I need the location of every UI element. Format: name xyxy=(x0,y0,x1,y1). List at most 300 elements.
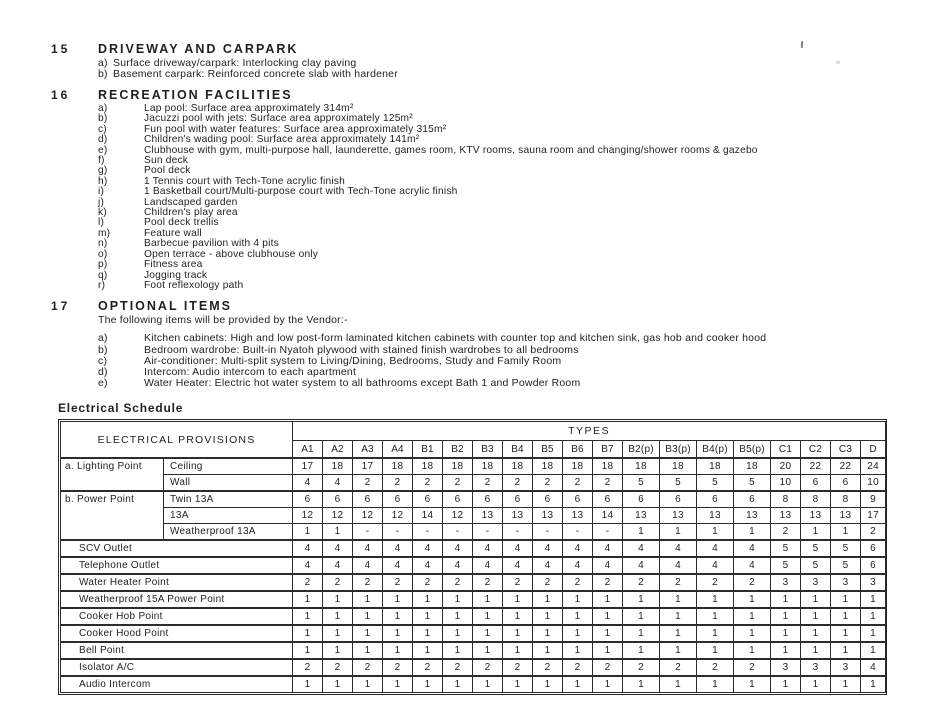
list-item-text: Basement carpark: Reinforced concrete slab with hardener xyxy=(113,68,398,80)
list-item-text: Sun deck xyxy=(144,155,189,167)
value-cell: 18 xyxy=(593,458,623,475)
table-body xyxy=(61,458,886,693)
value-cell: 2 xyxy=(293,659,323,676)
type-column-a1: A1 xyxy=(293,441,323,459)
row-label: Weatherproof 15A Power Point xyxy=(61,591,293,608)
value-cell: 1 xyxy=(801,608,831,625)
value-cell: 2 xyxy=(697,574,734,591)
value-cell: - xyxy=(353,524,383,541)
value-cell: 18 xyxy=(473,458,503,475)
value-cell: 1 xyxy=(801,676,831,693)
row-label: Wall xyxy=(164,475,293,492)
value-cell: 1 xyxy=(563,642,593,659)
value-cell: 3 xyxy=(771,574,801,591)
value-cell: - xyxy=(443,524,473,541)
value-cell: 1 xyxy=(771,676,801,693)
value-cell: 4 xyxy=(533,540,563,557)
value-cell: 1 xyxy=(771,642,801,659)
list-item-label: a) xyxy=(98,103,108,114)
value-cell: 1 xyxy=(533,625,563,642)
value-cell: 13 xyxy=(734,508,771,524)
value-cell: 1 xyxy=(563,676,593,693)
row-label: 13A xyxy=(164,508,293,524)
value-cell: 2 xyxy=(593,659,623,676)
value-cell: 5 xyxy=(697,475,734,492)
list-item-label: g) xyxy=(98,165,108,177)
value-cell: 4 xyxy=(861,659,886,676)
value-cell: 20 xyxy=(771,458,801,475)
value-cell: 12 xyxy=(443,508,473,524)
value-cell: 1 xyxy=(353,625,383,642)
value-cell: 1 xyxy=(697,608,734,625)
value-cell: 5 xyxy=(623,475,660,492)
value-cell: 1 xyxy=(563,625,593,642)
section-heading xyxy=(51,88,889,102)
value-cell: 2 xyxy=(443,659,473,676)
value-cell: 1 xyxy=(473,608,503,625)
value-cell: 2 xyxy=(353,659,383,676)
row-label: Twin 13A xyxy=(164,491,293,508)
type-column-b6: B6 xyxy=(563,441,593,459)
value-cell: 1 xyxy=(801,524,831,541)
value-cell: 1 xyxy=(593,676,623,693)
list-item-text: Clubhouse with gym, multi-purpose hall, launderette, games room, KTV rooms, sauna room and changing/shower rooms & gazebo xyxy=(144,144,758,156)
list-item-text: Air-conditioner: Multi-split system to Living/Dining, Bedrooms, Study and Family Room xyxy=(144,354,562,367)
value-cell: 13 xyxy=(533,508,563,524)
value-cell: 4 xyxy=(323,540,353,557)
value-cell: 4 xyxy=(697,557,734,574)
value-cell: - xyxy=(413,524,443,541)
value-cell: - xyxy=(533,524,563,541)
value-cell: 1 xyxy=(503,608,533,625)
row-water-heater-point xyxy=(61,574,886,591)
value-cell: 1 xyxy=(383,591,413,608)
value-cell: 18 xyxy=(323,458,353,475)
table-head xyxy=(61,422,886,459)
value-cell: 1 xyxy=(660,642,697,659)
type-column-b3-p: B3(p) xyxy=(660,441,697,459)
value-cell: 6 xyxy=(801,475,831,492)
row-bell-point xyxy=(61,642,886,659)
value-cell: 1 xyxy=(473,676,503,693)
value-cell: 2 xyxy=(734,659,771,676)
electrical-schedule-table xyxy=(60,421,886,693)
value-cell: 2 xyxy=(353,574,383,591)
value-cell: 1 xyxy=(593,591,623,608)
value-cell: 18 xyxy=(697,458,734,475)
value-cell: 2 xyxy=(473,574,503,591)
section-heading xyxy=(51,42,889,56)
row-label: Bell Point xyxy=(61,642,293,659)
value-cell: 1 xyxy=(623,642,660,659)
list-item-e xyxy=(98,378,889,389)
value-cell: 4 xyxy=(734,540,771,557)
value-cell: 1 xyxy=(831,642,861,659)
value-cell: 4 xyxy=(593,557,623,574)
section-15 xyxy=(51,42,889,80)
value-cell: 2 xyxy=(443,475,473,492)
value-cell: 6 xyxy=(660,491,697,508)
value-cell: 1 xyxy=(383,676,413,693)
list-item-text: Bedroom wardrobe: Built-in Nyatoh plywood with stained finish wardrobes to all bedrooms xyxy=(144,343,579,356)
value-cell: 1 xyxy=(353,676,383,693)
value-cell: 5 xyxy=(801,557,831,574)
value-cell: 12 xyxy=(293,508,323,524)
value-cell: 5 xyxy=(771,557,801,574)
value-cell: 3 xyxy=(861,574,886,591)
value-cell: 1 xyxy=(503,625,533,642)
value-cell: 1 xyxy=(413,642,443,659)
list-item-b xyxy=(98,69,889,80)
value-cell: 1 xyxy=(623,608,660,625)
value-cell: 2 xyxy=(323,659,353,676)
type-column-b7: B7 xyxy=(593,441,623,459)
value-cell: 2 xyxy=(473,475,503,492)
list-item-label: q) xyxy=(98,269,108,281)
list-item-label: c) xyxy=(98,354,108,367)
list-item-label: d) xyxy=(98,134,108,146)
list-item-label: m) xyxy=(98,227,111,239)
list-item-text: Fitness area xyxy=(144,259,203,271)
value-cell: 1 xyxy=(293,524,323,541)
value-cell: 4 xyxy=(293,475,323,492)
value-cell: 1 xyxy=(734,591,771,608)
value-cell: 6 xyxy=(413,491,443,508)
value-cell: 13 xyxy=(623,508,660,524)
value-cell: 1 xyxy=(353,642,383,659)
value-cell: 5 xyxy=(771,540,801,557)
value-cell: 1 xyxy=(623,625,660,642)
list-item-o xyxy=(98,250,889,260)
value-cell: 1 xyxy=(771,591,801,608)
value-cell: 4 xyxy=(473,557,503,574)
row-label: Audio Intercom xyxy=(61,676,293,693)
value-cell: 1 xyxy=(697,591,734,608)
value-cell: 1 xyxy=(563,591,593,608)
value-cell: 4 xyxy=(353,540,383,557)
value-cell: 2 xyxy=(861,524,886,541)
value-cell: 2 xyxy=(443,574,473,591)
value-cell: 2 xyxy=(533,574,563,591)
value-cell: 13 xyxy=(473,508,503,524)
row-label: Ceiling xyxy=(164,458,293,475)
value-cell: 1 xyxy=(533,642,563,659)
value-cell: - xyxy=(503,524,533,541)
value-cell: 17 xyxy=(293,458,323,475)
value-cell: 4 xyxy=(473,540,503,557)
sections-container xyxy=(51,42,889,389)
value-cell: 1 xyxy=(473,625,503,642)
list-item-label: f) xyxy=(98,155,105,167)
value-cell: 13 xyxy=(503,508,533,524)
value-cell: 4 xyxy=(413,540,443,557)
value-cell: 13 xyxy=(801,508,831,524)
electrical-schedule-table-wrap xyxy=(58,419,887,695)
value-cell: 1 xyxy=(413,591,443,608)
value-cell: 13 xyxy=(771,508,801,524)
value-cell: 4 xyxy=(443,540,473,557)
type-column-b1: B1 xyxy=(413,441,443,459)
value-cell: 1 xyxy=(383,608,413,625)
list-item-label: r) xyxy=(98,279,106,291)
section-title: DRIVEWAY AND CARPARK xyxy=(98,42,299,56)
row-label: Telephone Outlet xyxy=(61,557,293,574)
value-cell: 1 xyxy=(533,608,563,625)
value-cell: 1 xyxy=(831,591,861,608)
value-cell: 18 xyxy=(383,458,413,475)
value-cell: 1 xyxy=(660,676,697,693)
value-cell: 1 xyxy=(697,642,734,659)
value-cell: 6 xyxy=(734,491,771,508)
value-cell: 1 xyxy=(660,591,697,608)
value-cell: 2 xyxy=(593,475,623,492)
value-cell: 13 xyxy=(831,508,861,524)
value-cell: 14 xyxy=(413,508,443,524)
value-cell: 6 xyxy=(293,491,323,508)
type-column-d: D xyxy=(861,441,886,459)
value-cell: 1 xyxy=(413,676,443,693)
list-item-text: Foot reflexology path xyxy=(144,279,244,291)
row-label: Water Heater Point xyxy=(61,574,293,591)
value-cell: 1 xyxy=(293,642,323,659)
value-cell: 6 xyxy=(861,540,886,557)
list-item-l xyxy=(98,218,889,228)
value-cell: 4 xyxy=(293,557,323,574)
value-cell: 6 xyxy=(503,491,533,508)
value-cell: - xyxy=(473,524,503,541)
value-cell: 1 xyxy=(503,591,533,608)
value-cell: 6 xyxy=(353,491,383,508)
value-cell: 12 xyxy=(323,508,353,524)
value-cell: 8 xyxy=(801,491,831,508)
type-column-c2: C2 xyxy=(801,441,831,459)
value-cell: 1 xyxy=(831,608,861,625)
list-item-text: Open terrace - above clubhouse only xyxy=(144,248,319,260)
row-cooker-hob-point xyxy=(61,608,886,625)
value-cell: 6 xyxy=(533,491,563,508)
section-items xyxy=(98,104,889,291)
value-cell: 12 xyxy=(353,508,383,524)
value-cell: 3 xyxy=(771,659,801,676)
value-cell: 1 xyxy=(323,642,353,659)
value-cell: 1 xyxy=(323,524,353,541)
value-cell: 4 xyxy=(353,557,383,574)
value-cell: 2 xyxy=(660,574,697,591)
value-cell: 1 xyxy=(623,676,660,693)
value-cell: 5 xyxy=(801,540,831,557)
value-cell: 10 xyxy=(771,475,801,492)
type-column-b2-p: B2(p) xyxy=(623,441,660,459)
value-cell: 22 xyxy=(801,458,831,475)
value-cell: 1 xyxy=(831,524,861,541)
list-item-p xyxy=(98,260,889,270)
value-cell: 2 xyxy=(413,475,443,492)
value-cell: 1 xyxy=(734,608,771,625)
value-cell: 2 xyxy=(734,574,771,591)
value-cell: 2 xyxy=(533,475,563,492)
value-cell: 10 xyxy=(861,475,886,492)
list-item-a xyxy=(98,333,889,344)
value-cell: 4 xyxy=(503,557,533,574)
section-title: OPTIONAL ITEMS xyxy=(98,299,233,314)
value-cell: 6 xyxy=(473,491,503,508)
value-cell: 18 xyxy=(660,458,697,475)
list-item-label: a) xyxy=(98,57,108,69)
value-cell: 2 xyxy=(503,475,533,492)
value-cell: 1 xyxy=(861,676,886,693)
value-cell: 1 xyxy=(383,642,413,659)
value-cell: 1 xyxy=(861,608,886,625)
value-cell: 1 xyxy=(443,676,473,693)
value-cell: 1 xyxy=(801,591,831,608)
value-cell: 18 xyxy=(503,458,533,475)
type-column-b5: B5 xyxy=(533,441,563,459)
value-cell: 4 xyxy=(623,557,660,574)
value-cell: 18 xyxy=(413,458,443,475)
value-cell: 13 xyxy=(660,508,697,524)
list-item-label: d) xyxy=(98,365,108,378)
value-cell: - xyxy=(593,524,623,541)
value-cell: 9 xyxy=(861,491,886,508)
type-column-c3: C3 xyxy=(831,441,861,459)
value-cell: 4 xyxy=(383,540,413,557)
value-cell: 4 xyxy=(383,557,413,574)
list-item-label: i) xyxy=(98,186,105,198)
value-cell: 3 xyxy=(831,659,861,676)
list-item-label: c) xyxy=(98,123,107,135)
value-cell: 1 xyxy=(293,591,323,608)
section-number: 15 xyxy=(51,42,71,56)
row-audio-intercom xyxy=(61,676,886,693)
value-cell: 2 xyxy=(563,475,593,492)
value-cell: 5 xyxy=(660,475,697,492)
value-cell: 1 xyxy=(443,591,473,608)
value-cell: 1 xyxy=(623,591,660,608)
value-cell: 6 xyxy=(383,491,413,508)
value-cell: 18 xyxy=(533,458,563,475)
category-cell-a-lighting-point: a. Lighting Point xyxy=(61,458,164,491)
value-cell: 1 xyxy=(771,608,801,625)
row-wall xyxy=(61,475,886,492)
value-cell: 6 xyxy=(563,491,593,508)
type-column-b3: B3 xyxy=(473,441,503,459)
row-label: SCV Outlet xyxy=(61,540,293,557)
value-cell: 4 xyxy=(734,557,771,574)
value-cell: 5 xyxy=(831,557,861,574)
list-item-label: j) xyxy=(98,196,105,208)
list-item-text: Children's play area xyxy=(144,207,238,219)
value-cell: 1 xyxy=(861,642,886,659)
value-cell: 2 xyxy=(473,659,503,676)
value-cell: 1 xyxy=(473,591,503,608)
type-column-a2: A2 xyxy=(323,441,353,459)
value-cell: 2 xyxy=(413,659,443,676)
list-item-label: a) xyxy=(98,332,108,345)
list-item-r xyxy=(98,281,889,291)
value-cell: 2 xyxy=(771,524,801,541)
row-weatherproof-15a-power-point xyxy=(61,591,886,608)
value-cell: 2 xyxy=(503,659,533,676)
value-cell: 1 xyxy=(593,608,623,625)
list-item-text: Water Heater: Electric hot water system to all bathrooms except Bath 1 and Powder Room xyxy=(144,377,581,390)
section-number: 16 xyxy=(51,88,71,102)
value-cell: 1 xyxy=(533,591,563,608)
value-cell: 6 xyxy=(831,475,861,492)
list-item-label: p) xyxy=(98,259,108,271)
value-cell: - xyxy=(383,524,413,541)
value-cell: 1 xyxy=(660,625,697,642)
value-cell: 1 xyxy=(831,625,861,642)
type-column-b4: B4 xyxy=(503,441,533,459)
value-cell: 1 xyxy=(353,608,383,625)
value-cell: 2 xyxy=(323,574,353,591)
value-cell: 1 xyxy=(697,676,734,693)
list-item-label: b) xyxy=(98,113,108,125)
value-cell: 4 xyxy=(503,540,533,557)
type-column-b4-p: B4(p) xyxy=(697,441,734,459)
list-item-label: n) xyxy=(98,238,108,250)
value-cell: 4 xyxy=(323,475,353,492)
value-cell: 18 xyxy=(623,458,660,475)
list-item-text: Jogging track xyxy=(144,269,208,281)
value-cell: 1 xyxy=(734,676,771,693)
list-item-label: o) xyxy=(98,248,108,260)
value-cell: 2 xyxy=(623,659,660,676)
schedule-title: Electrical Schedule xyxy=(58,401,184,416)
value-cell: 4 xyxy=(323,557,353,574)
value-cell: 6 xyxy=(697,491,734,508)
value-cell: 1 xyxy=(383,625,413,642)
value-cell: 2 xyxy=(533,659,563,676)
value-cell: 1 xyxy=(734,642,771,659)
list-item-text: Intercom: Audio intercom to each apartment xyxy=(144,365,357,378)
value-cell: 2 xyxy=(503,574,533,591)
row-label: Cooker Hob Point xyxy=(61,608,293,625)
section-17 xyxy=(51,299,889,389)
list-item-label: e) xyxy=(98,144,108,156)
value-cell: 6 xyxy=(323,491,353,508)
list-item-text: Lap pool: Surface area approximately 314m² xyxy=(144,103,354,114)
value-cell: 4 xyxy=(533,557,563,574)
value-cell: 6 xyxy=(443,491,473,508)
value-cell: 3 xyxy=(801,574,831,591)
value-cell: 1 xyxy=(660,524,697,541)
value-cell: 1 xyxy=(593,642,623,659)
value-cell: 1 xyxy=(734,524,771,541)
value-cell: 2 xyxy=(623,574,660,591)
value-cell: 14 xyxy=(593,508,623,524)
type-column-a4: A4 xyxy=(383,441,413,459)
value-cell: 1 xyxy=(323,625,353,642)
value-cell: 4 xyxy=(563,540,593,557)
value-cell: 1 xyxy=(503,676,533,693)
value-cell: 1 xyxy=(771,625,801,642)
row-label: Cooker Hood Point xyxy=(61,625,293,642)
section-title: RECREATION FACILITIES xyxy=(98,88,293,102)
list-item-text: Kitchen cabinets: High and low post-form laminated kitchen cabinets with counter top and kitchen sink, gas hob and cooker hood xyxy=(144,332,767,345)
value-cell: 1 xyxy=(593,625,623,642)
value-cell: 2 xyxy=(697,659,734,676)
value-cell: 17 xyxy=(861,508,886,524)
value-cell: 2 xyxy=(660,659,697,676)
list-item-e xyxy=(98,146,889,156)
section-items xyxy=(98,333,889,389)
value-cell: 1 xyxy=(660,608,697,625)
value-cell: 24 xyxy=(861,458,886,475)
provisions-header-cell: ELECTRICAL PROVISIONS xyxy=(61,422,293,459)
value-cell: 3 xyxy=(801,659,831,676)
value-cell: 18 xyxy=(563,458,593,475)
